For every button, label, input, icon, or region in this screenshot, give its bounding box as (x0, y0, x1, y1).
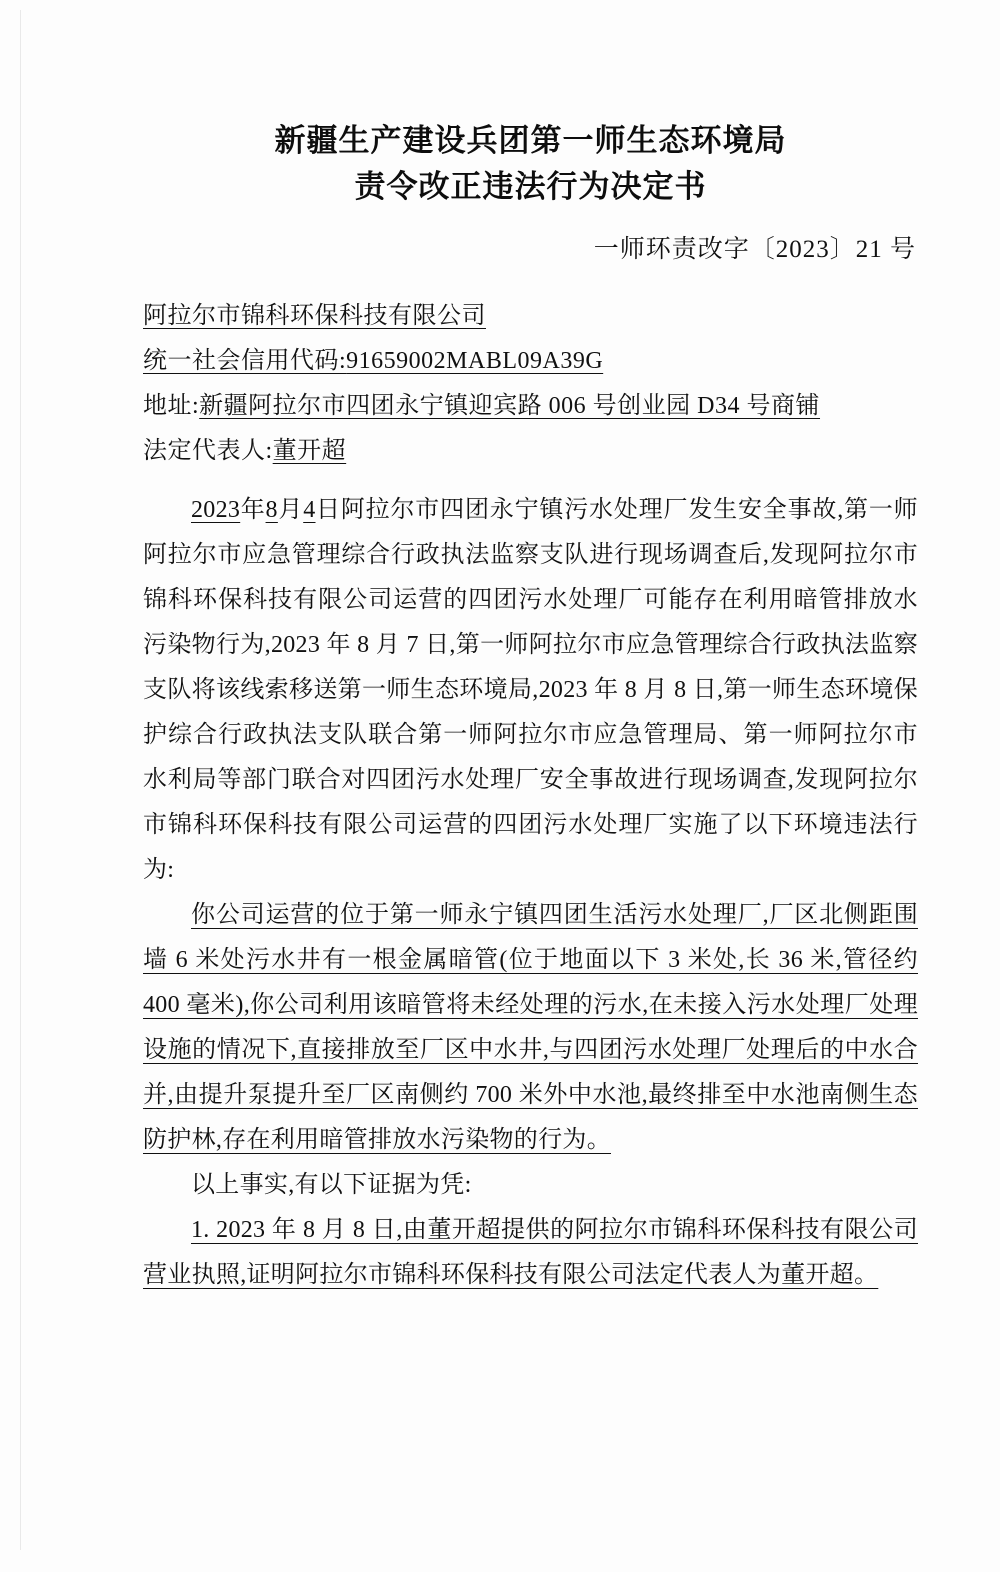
body-paragraph-2-violation: 你公司运营的位于第一师永宁镇四团生活污水处理厂,厂区北侧距围墙 6 米处污水井有一根金属暗管(位于地面以下 3 米处,长 36 米,管径约 400 毫米),你公司利用该暗管将未经处理的污水,在未接入污水处理厂处理设施的情况下,直接排放至厂区中水井,与四团污水处理厂处理后的中水合并,由提升泵提升至厂区南侧约 700 米外中水池,最终排至中水池南侧生态防护林,存在利用暗管排放水污染物的行为。 (143, 902, 918, 1153)
body-paragraph-1-text: 日阿拉尔市四团永宁镇污水处理厂发生安全事故,第一师阿拉尔市应急管理综合行政执法监察支队进行现场调查后,发现阿拉尔市锦科环保科技有限公司运营的四团污水处理厂可能存在利用暗管排放水污染物行为,2023 年 8 月 7 日,第一师阿拉尔市应急管理综合行政执法监察支队将该线索移送第一师生态环境局,2023 年 8 月 8 日,第一师生态环境保护综合行政执法支队联合第一师阿拉尔市应急管理局、第一师阿拉尔市水利局等部门联合对四团污水处理厂安全事故进行现场调查,发现阿拉尔市锦科环保科技有限公司运营的四团污水处理厂实施了以下环境违法行为: (143, 497, 918, 883)
address-value: 新疆阿拉尔市四团永宁镇迎宾路 006 号创业园 D34 号商铺 (199, 393, 821, 419)
legal-rep-label: 法定代表人: (143, 438, 273, 464)
legal-rep-value: 董开超 (272, 438, 347, 464)
document-number: 一师环责改字〔2023〕21 号 (593, 236, 916, 263)
document-title-block (143, 118, 918, 210)
incident-date-day: 4 (303, 497, 316, 523)
credit-code-value: 91659002MABL09A39G (346, 348, 604, 374)
scan-edge-artifact (20, 10, 21, 1550)
recipient-block (143, 294, 918, 474)
document-content (143, 0, 918, 1298)
incident-date-month: 8 (265, 497, 278, 523)
year-suffix: 年 (240, 497, 266, 523)
incident-date-year: 2023 (191, 497, 241, 523)
credit-code-label: 统一社会信用代码: (143, 348, 347, 374)
document-title-line-1: 新疆生产建设兵团第一师生态环境局 (274, 123, 787, 158)
recipient-company-name: 阿拉尔市锦科环保科技有限公司 (143, 303, 486, 329)
recipient-credit-code-line (143, 339, 918, 384)
document-body (143, 488, 918, 1298)
recipient-company-line (143, 294, 918, 339)
document-title-line-2: 责令改正违法行为决定书 (354, 169, 707, 204)
evidence-item-1: 1. 2023 年 8 月 8 日,由董开超提供的阿拉尔市锦科环保科技有限公司营业执照,证明阿拉尔市锦科环保科技有限公司法定代表人为董开超。 (143, 1217, 918, 1288)
month-suffix: 月 (277, 497, 304, 523)
body-paragraph-1 (143, 488, 918, 893)
recipient-address-line (143, 384, 918, 429)
recipient-legal-rep-line (143, 429, 918, 474)
evidence-intro: 以上事实,有以下证据为凭: (191, 1172, 472, 1198)
address-label: 地址: (143, 393, 200, 419)
